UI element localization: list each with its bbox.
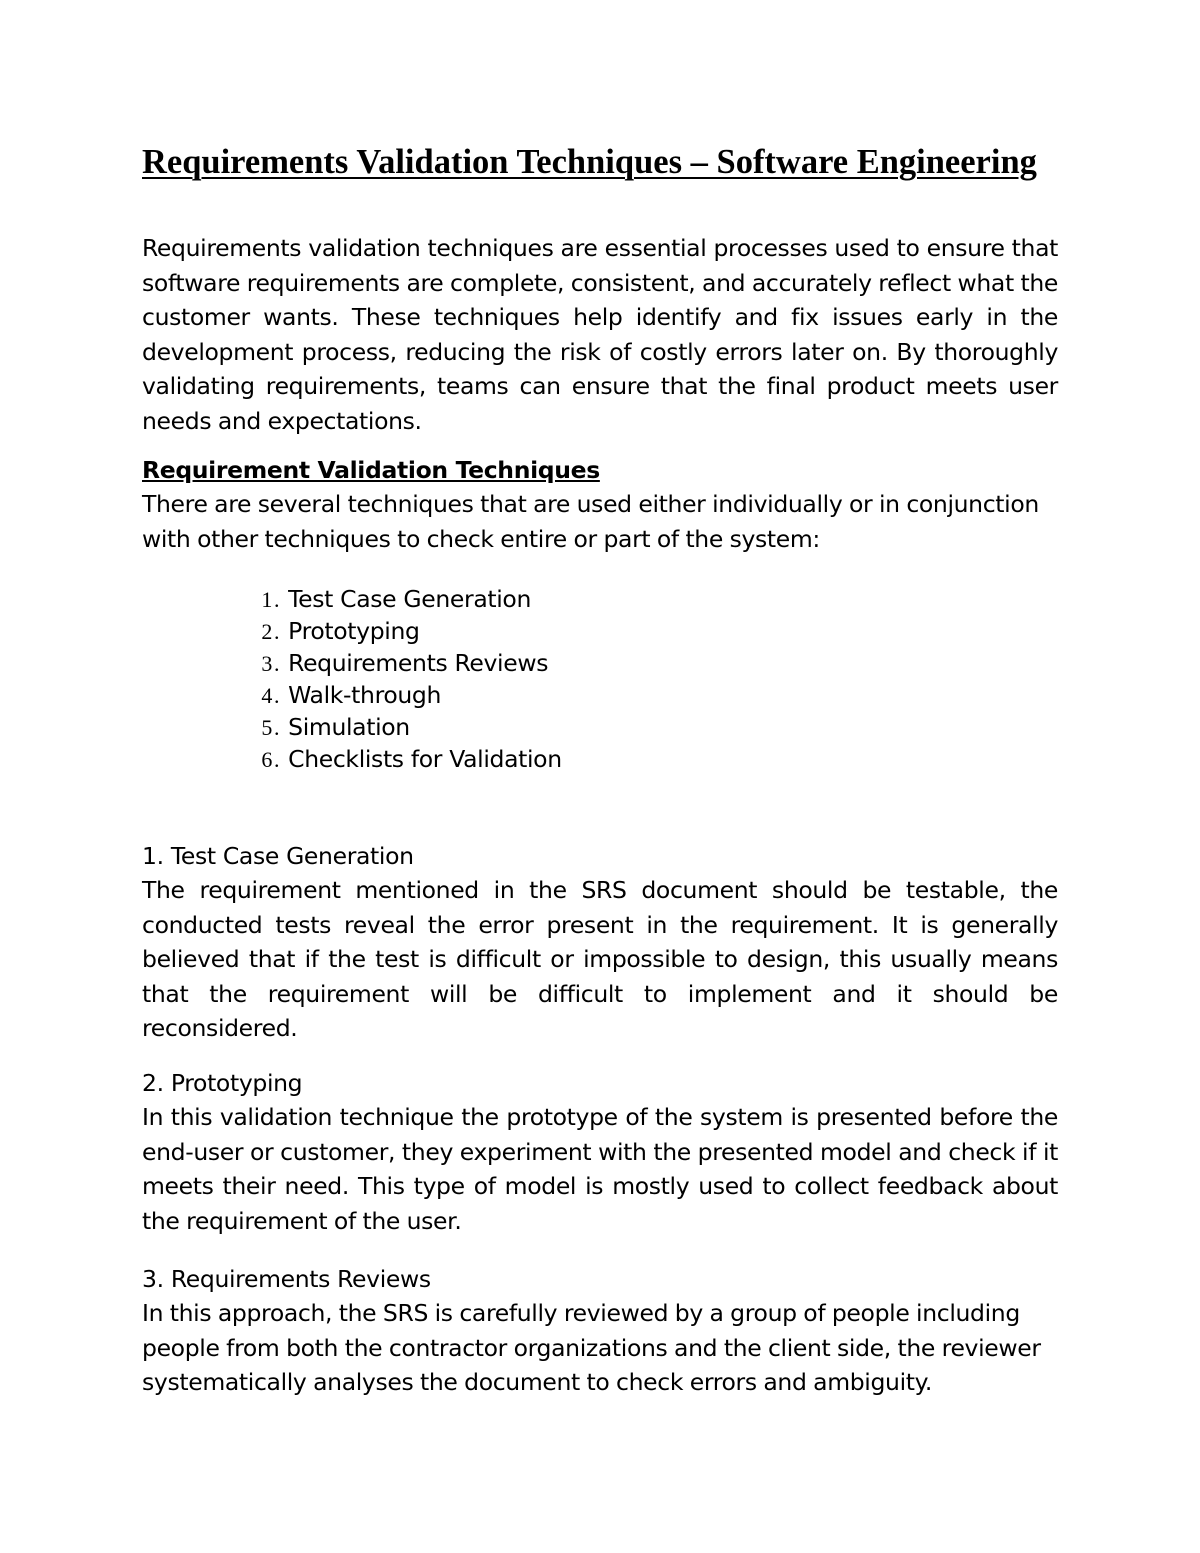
list-item: 1. Test Case Generation — [232, 583, 562, 615]
intro-paragraph: Requirements validation techniques are essential processes used to ensure that software requirements are complete, consistent, and accurately reflect what the customer wants. These techniques help identify and fix issues early in the development process, reducing the risk of costly errors later on. By thoroughly validating requirements, teams can ensure that the final product meets user needs and expectations. — [142, 234, 1058, 435]
list-item-label: Walk-through — [288, 681, 442, 709]
section-subheading: Requirement Validation Techniques — [142, 456, 600, 484]
list-item-label: Checklists for Validation — [288, 745, 562, 773]
list-item-label: Prototyping — [288, 617, 420, 645]
list-number: 4 — [261, 683, 272, 708]
list-item-label: Simulation — [288, 713, 410, 741]
list-item: 4. Walk-through — [232, 679, 562, 711]
section-heading-test-case-generation: 1. Test Case Generation — [142, 842, 414, 870]
list-item-label: Requirements Reviews — [288, 649, 549, 677]
list-number: 6 — [261, 747, 272, 772]
list-number: 3 — [261, 651, 272, 676]
section-body-prototyping: In this validation technique the prototype of the system is presented before the end-user or customer, they experiment with the presented model and check if it meets their need. This type of model is mostly used to collect feedback about the requirement of the user. — [142, 1103, 1058, 1235]
list-number: 2 — [261, 619, 272, 644]
list-number: 1 — [261, 587, 272, 612]
list-item: 2. Prototyping — [232, 615, 562, 647]
techniques-list — [232, 583, 562, 775]
document-title: Requirements Validation Techniques – Software Engineering — [142, 143, 1037, 181]
list-number: 5 — [261, 715, 272, 740]
list-item: 5. Simulation — [232, 711, 562, 743]
subheading-intro-paragraph: There are several techniques that are used either individually or in conjunction with other techniques to check entire or part of the system: — [142, 490, 1039, 553]
section-heading-prototyping: 2. Prototyping — [142, 1069, 303, 1097]
section-body-requirements-reviews: In this approach, the SRS is carefully reviewed by a group of people including people from both the contractor organizations and the client side, the reviewer systematically analyses the document to check errors and ambiguity. — [142, 1299, 1041, 1396]
section-body-test-case-generation: The requirement mentioned in the SRS document should be testable, the conducted tests reveal the error present in the requirement. It is generally believed that if the test is difficult or impossible to design, this usually means that the requirement will be difficult to implement and it should be reconsidered. — [142, 876, 1058, 1042]
section-heading-requirements-reviews: 3. Requirements Reviews — [142, 1265, 431, 1293]
list-item: 6. Checklists for Validation — [232, 743, 562, 775]
list-item: 3. Requirements Reviews — [232, 647, 562, 679]
list-item-label: Test Case Generation — [288, 585, 531, 613]
